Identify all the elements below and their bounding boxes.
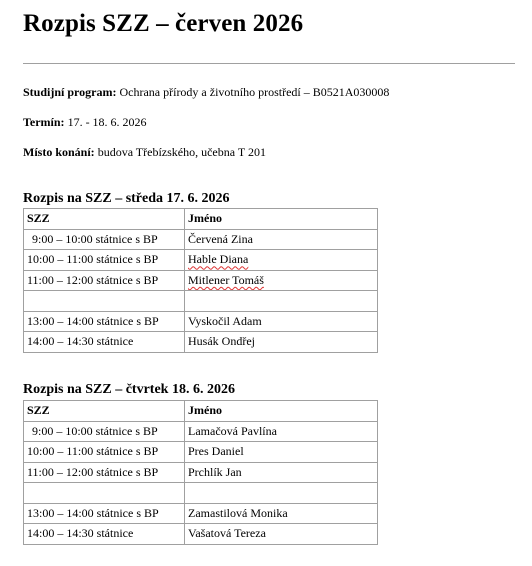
table-row [24, 270, 378, 291]
table-row [24, 229, 378, 250]
table-row [24, 311, 378, 332]
day-heading-thursday: Rozpis na SZZ – čtvrtek 18. 6. 2026 [23, 382, 235, 397]
table-row [24, 503, 378, 524]
time-cell: 9:00 – 10:00 státnice s BP [24, 229, 185, 250]
table-row [24, 442, 378, 463]
name-cell [185, 483, 378, 504]
table-row [24, 332, 378, 353]
table-row-empty [24, 483, 378, 504]
schedule-table-thursday [23, 400, 378, 545]
name-cell: Vyskočil Adam [185, 311, 378, 332]
time-cell: 13:00 – 14:00 státnice s BP [24, 503, 185, 524]
name-cell [185, 291, 378, 312]
table-header-row [24, 209, 378, 230]
study-program-label: Studijní program: [23, 85, 117, 99]
time-cell: 10:00 – 11:00 státnice s BP [24, 250, 185, 271]
name-cell: Vašatová Tereza [185, 524, 378, 545]
table-row [24, 421, 378, 442]
time-cell: 10:00 – 11:00 státnice s BP [24, 442, 185, 463]
day-heading-wednesday: Rozpis na SZZ – středa 17. 6. 2026 [23, 191, 230, 206]
time-cell: 14:00 – 14:30 státnice [24, 332, 185, 353]
name-cell: Husák Ondřej [185, 332, 378, 353]
name-cell: Lamačová Pavlína [185, 421, 378, 442]
table-row [24, 462, 378, 483]
name-cell [185, 250, 378, 271]
place-label: Místo konání: [23, 145, 95, 159]
table-row [24, 524, 378, 545]
time-cell [24, 291, 185, 312]
name-cell: Prchlík Jan [185, 462, 378, 483]
time-cell [24, 483, 185, 504]
place-line [23, 145, 266, 160]
header-szz: SZZ [24, 401, 185, 422]
page-title: Rozpis SZZ – červen 2026 [23, 10, 304, 37]
place-value: budova Třebízského, učebna T 201 [97, 145, 266, 159]
name-text: Hable Diana [188, 252, 249, 267]
study-program-value: Ochrana přírody a životního prostředí – B0521A030008 [119, 85, 390, 99]
name-cell: Pres Daniel [185, 442, 378, 463]
time-cell: 11:00 – 12:00 státnice s BP [24, 270, 185, 291]
term-label: Termín: [23, 115, 65, 129]
time-cell: 11:00 – 12:00 státnice s BP [24, 462, 185, 483]
study-program-line [23, 85, 389, 100]
header-name: Jméno [185, 401, 378, 422]
name-cell: Červená Zina [185, 229, 378, 250]
term-value: 17. - 18. 6. 2026 [67, 115, 147, 129]
time-cell: 13:00 – 14:00 státnice s BP [24, 311, 185, 332]
time-cell: 14:00 – 14:30 státnice [24, 524, 185, 545]
name-cell: Zamastilová Monika [185, 503, 378, 524]
table-row-empty [24, 291, 378, 312]
horizontal-rule [23, 63, 515, 64]
time-cell: 9:00 – 10:00 státnice s BP [24, 421, 185, 442]
name-text: Mitlener Tomáš [188, 272, 264, 287]
table-header-row [24, 401, 378, 422]
name-cell [185, 270, 378, 291]
header-szz: SZZ [24, 209, 185, 230]
schedule-table-wednesday [23, 208, 378, 353]
term-line [23, 115, 147, 130]
table-row [24, 250, 378, 271]
header-name: Jméno [185, 209, 378, 230]
